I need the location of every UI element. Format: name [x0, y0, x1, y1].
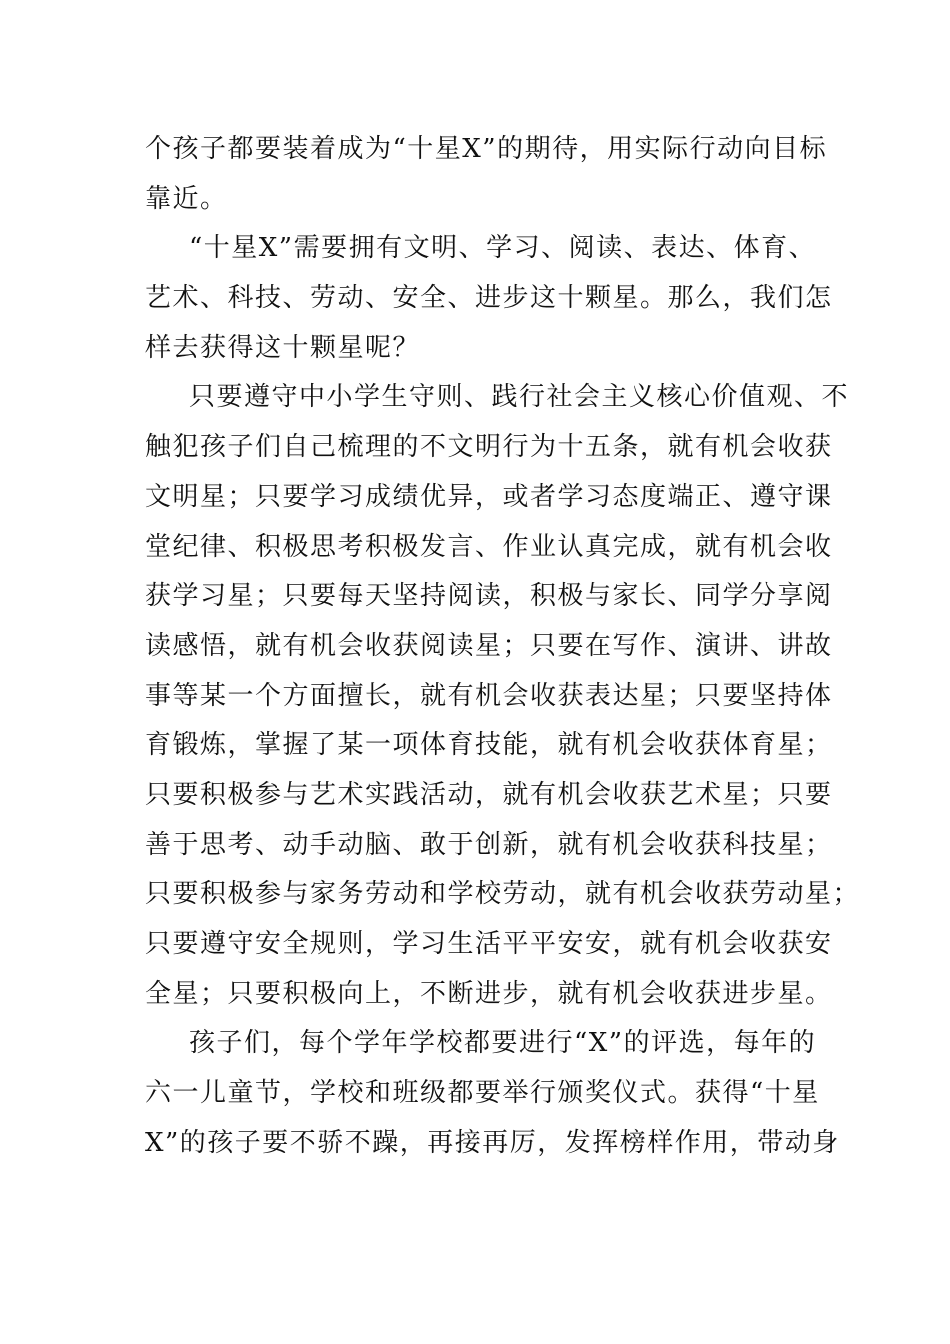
text-line: 只要遵守安全规则，学习生活平平安安，就有机会收获安 [145, 929, 833, 959]
text-line: 样去获得这十颗星呢？ [145, 332, 421, 363]
text-line: 个孩子都要装着成为“十星X”的期待，用实际行动向目标 [145, 134, 828, 164]
text-line: 事等某一个方面擅长，就有机会收获表达星；只要坚持体 [145, 680, 833, 711]
text-line: 只要积极参与艺术实践活动，就有机会收获艺术星；只要 [145, 779, 833, 810]
document-body [145, 125, 861, 1168]
text-line: 堂纪律、积极思考积极发言、作业认真完成，就有机会收 [145, 531, 833, 562]
text-line: 育锻炼，掌握了某一项体育技能，就有机会收获体育星； [145, 730, 833, 761]
text-line: 只要积极参与家务劳动和学校劳动，就有机会收获劳动星； [145, 879, 861, 910]
text-line: 艺术、科技、劳动、安全、进步这十颗星。那么，我们怎 [145, 283, 833, 314]
text-line: 文明星；只要学习成绩优异，或者学习态度端正、遵守课 [145, 481, 833, 512]
text-line: 获学习星；只要每天坚持阅读，积极与家长、同学分享阅 [145, 581, 833, 612]
text-line: 孩子们，每个学年学校都要进行“X”的评选，每年的 [189, 1028, 817, 1059]
text-line: 全星；只要积极向上，不断进步，就有机会收获进步星。 [145, 978, 833, 1009]
text-line: 只要遵守中小学生守则、践行社会主义核心价值观、不 [189, 382, 850, 413]
text-line: 六一儿童节，学校和班级都要举行颁奖仪式。获得“十星 [145, 1078, 820, 1109]
text-line: 靠近。 [145, 183, 228, 214]
text-line: “十星X”需要拥有文明、学习、阅读、表达、体育、 [189, 233, 817, 264]
text-line: 触犯孩子们自己梳理的不文明行为十五条，就有机会收获 [145, 432, 833, 463]
text-line: 读感悟，就有机会收获阅读星；只要在写作、演讲、讲故 [145, 630, 833, 661]
text-line: 善于思考、动手动脑、敢于创新，就有机会收获科技星； [145, 829, 833, 860]
text-line: X”的孩子要不骄不躁，再接再厉，发挥榜样作用，带动身 [145, 1127, 840, 1158]
